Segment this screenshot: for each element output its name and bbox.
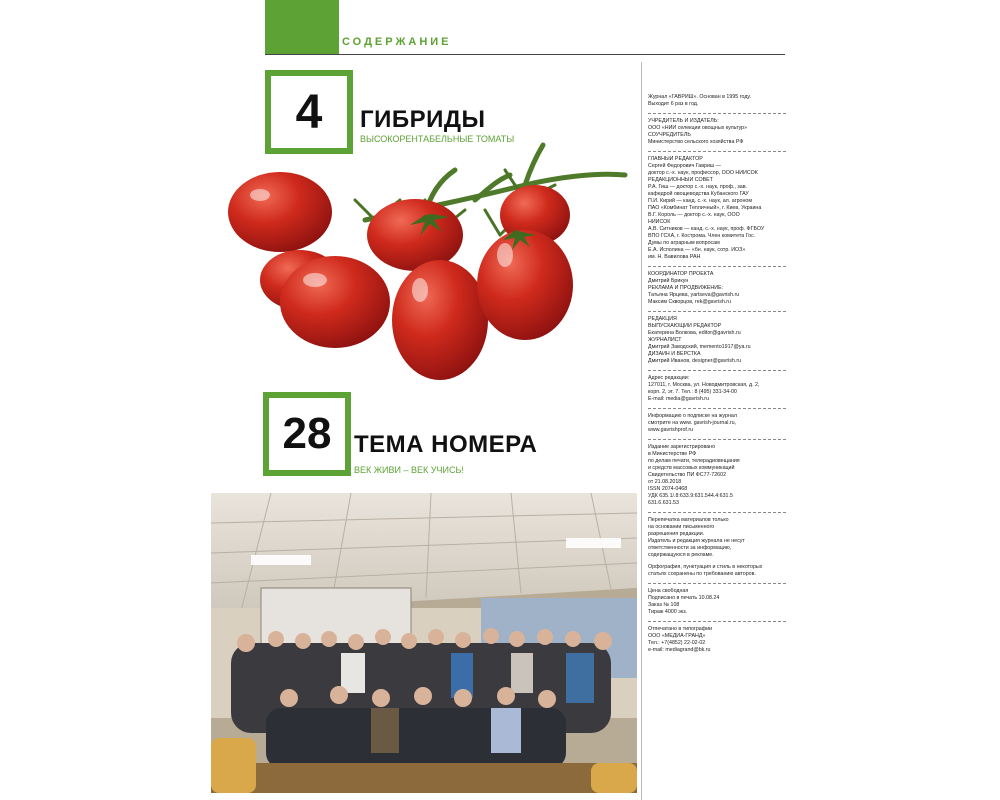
masthead-block (648, 114, 786, 152)
masthead-line: Информацию о подписке на журнал (648, 413, 737, 419)
masthead-line: Издатель и редакция журнала не несут (648, 538, 745, 544)
masthead-line[interactable]: Татьяна Ярцева, yartseva@gavrish.ru (648, 292, 740, 298)
masthead-line: ЖУРНАЛИСТ (648, 337, 682, 343)
masthead-line: В.Г. Король — доктор с.-х. наук, ООО (648, 212, 740, 218)
masthead-line: Тираж 4000 экз. (648, 609, 688, 615)
masthead-line: на основании письменного (648, 524, 715, 530)
masthead-block (648, 152, 786, 267)
masthead-line: РЕДАКЦИЯ (648, 316, 677, 322)
masthead-line: в Министерстве РФ (648, 451, 697, 457)
masthead-line: и средств массовых коммуникаций (648, 465, 735, 471)
masthead-line: им. Н. Вавилова РАН (648, 254, 701, 260)
masthead-block (648, 267, 786, 312)
masthead-line: Заказ № 108 (648, 602, 680, 608)
masthead-line: ГЛАВНЫЙ РЕДАКТОР (648, 156, 703, 162)
masthead-block (648, 90, 786, 114)
masthead-line: ООО «МЕДИА-ГРАНД» (648, 633, 706, 639)
masthead-line: ISSN 2074-0468 (648, 486, 688, 492)
masthead-line: Издание зарегистрировано (648, 444, 716, 450)
masthead-line: ответственности за информацию, (648, 545, 732, 551)
masthead-column (648, 90, 786, 659)
masthead-line[interactable]: смотрите на www. gavrish-journal.ru, (648, 420, 737, 426)
masthead-line: УЧРЕДИТЕЛЬ И ИЗДАТЕЛЬ: (648, 118, 719, 124)
section-title: СОДЕРЖАНИЕ (342, 36, 452, 48)
masthead-line: ПАО «Комбинат Тепличный», г. Киев, Украина (648, 205, 762, 211)
masthead-block (648, 513, 786, 584)
masthead-line: доктор с.-х. наук, профессор, ООО НИИСОК (648, 170, 758, 176)
tomato-illustration (225, 140, 635, 385)
masthead-line[interactable]: Дмитрий Иванов, designer@gavrish.ru (648, 358, 742, 364)
masthead-line: 631.6.631.53 (648, 500, 679, 506)
masthead-line: Свидетельство ПИ ФС77-72602 (648, 472, 727, 478)
masthead-line: ДИЗАЙН И ВЕРСТКА (648, 351, 701, 357)
masthead-line: РЕДАКЦИОННЫЙ СОВЕТ (648, 177, 713, 183)
masthead-line: НИИСОК (648, 219, 671, 225)
masthead-line: Думы по аграрным вопросам (648, 240, 720, 246)
masthead-line: Цена свободная (648, 588, 689, 594)
masthead-line: от 21.08.2018 (648, 479, 682, 485)
group-photo (211, 493, 637, 793)
masthead-line: по делам печати, телерадиовещания (648, 458, 740, 464)
masthead-line[interactable]: e-mail: mediagrand@bk.ru (648, 647, 711, 653)
header-green-tab (265, 0, 339, 55)
masthead-line: Отпечатано в типографии (648, 626, 713, 632)
header-rule (265, 54, 785, 55)
masthead-line: Е.А. Исполина — «бн. наук, сотр. ИОЗ» (648, 247, 746, 253)
masthead-line: СОУЧРЕДИТЕЛЬ (648, 132, 691, 138)
masthead-line[interactable]: Максим Скворцов, rek@gavrish.ru (648, 299, 731, 305)
masthead-line: корп. 2, эт. 7. Тел.: 8 (495) 331-34-00 (648, 389, 737, 395)
masthead-line: Министерство сельского хозяйства РФ (648, 139, 744, 145)
masthead-line: Орфография, пунктуация и стиль в некоторых (648, 564, 763, 570)
masthead-block (648, 312, 786, 371)
masthead-line: Выходит 6 раз в год. (648, 101, 699, 107)
masthead-line: кафедрой овощеводства Кубанского ГАУ (648, 191, 749, 197)
masthead-line: статьях сохранены по требованию авторов. (648, 571, 756, 577)
masthead-line: 127011, г. Москва, ул. Новодмитровская, д. 2, (648, 382, 760, 388)
masthead-line: УДК 635.1/.8:633.9:631.544.4:631.5 (648, 493, 733, 499)
masthead-line[interactable]: Дмитрий Заводский, memento1917@ya.ru (648, 344, 751, 350)
masthead-block (648, 409, 786, 440)
masthead-line: Тел.: +7(4852) 22-02-02 (648, 640, 706, 646)
article-title-theme[interactable]: ТЕМА НОМЕРА (354, 431, 538, 458)
masthead-line: ООО «НИИ селекции овощных культур» (648, 125, 748, 131)
masthead-block (648, 622, 786, 659)
masthead-block (648, 584, 786, 622)
article-subtitle-theme: ВЕК ЖИВИ – ВЕК УЧИСЬ! (354, 465, 464, 475)
masthead-line: РЕКЛАМА И ПРОДВИЖЕНИЕ: (648, 285, 724, 291)
masthead-line: разрешения редакции. (648, 531, 705, 537)
masthead-line: Журнал «ГАВРИШ». Основан в 1995 году. (648, 94, 752, 100)
masthead-line: П.И. Кирий — канд. с.-х. наук, ал. агроном (648, 198, 752, 204)
masthead-line: Адрес редакции: (648, 375, 690, 381)
masthead-line: Дмитрий Брикун (648, 278, 689, 284)
masthead-line[interactable]: www.gavrishprof.ru (648, 427, 694, 433)
page-number: 4 (295, 85, 323, 139)
page-number: 28 (282, 409, 332, 458)
column-divider (641, 62, 642, 800)
masthead-line[interactable]: Екатерина Волкова, editor@gavrish.ru (648, 330, 741, 336)
masthead-line[interactable]: E-mail: media@gavrish.ru (648, 396, 710, 402)
page-number-box-28[interactable] (263, 392, 351, 476)
article-subtitle-hybrids: ВЫСОКОРЕНТАБЕЛЬНЫЕ ТОМАТЫ (360, 134, 515, 144)
masthead-line: Р.А. Гиш — доктор с.-х. наук, проф., зав. (648, 184, 748, 190)
masthead-line: ВЫПУСКАЮЩИЙ РЕДАКТОР (648, 323, 722, 329)
masthead-block (648, 371, 786, 409)
masthead-line: содержащуюся в рекламе. (648, 552, 714, 558)
masthead-line: Подписано в печать 10.08.24 (648, 595, 720, 601)
masthead-line: А.В. Ситников — канд. с.-х. наук, проф. ФГБОУ (648, 226, 765, 232)
masthead-line: Перепечатка материалов только (648, 517, 729, 523)
masthead-line: КООРДИНАТОР ПРОЕКТА (648, 271, 714, 277)
article-title-hybrids[interactable]: ГИБРИДЫ (360, 106, 486, 133)
masthead-line: ВПО ГСХА, г. Кострома. Член комитета Гос. (648, 233, 756, 239)
masthead-line: Сергей Федорович Гавриш — (648, 163, 721, 169)
masthead-block (648, 440, 786, 513)
